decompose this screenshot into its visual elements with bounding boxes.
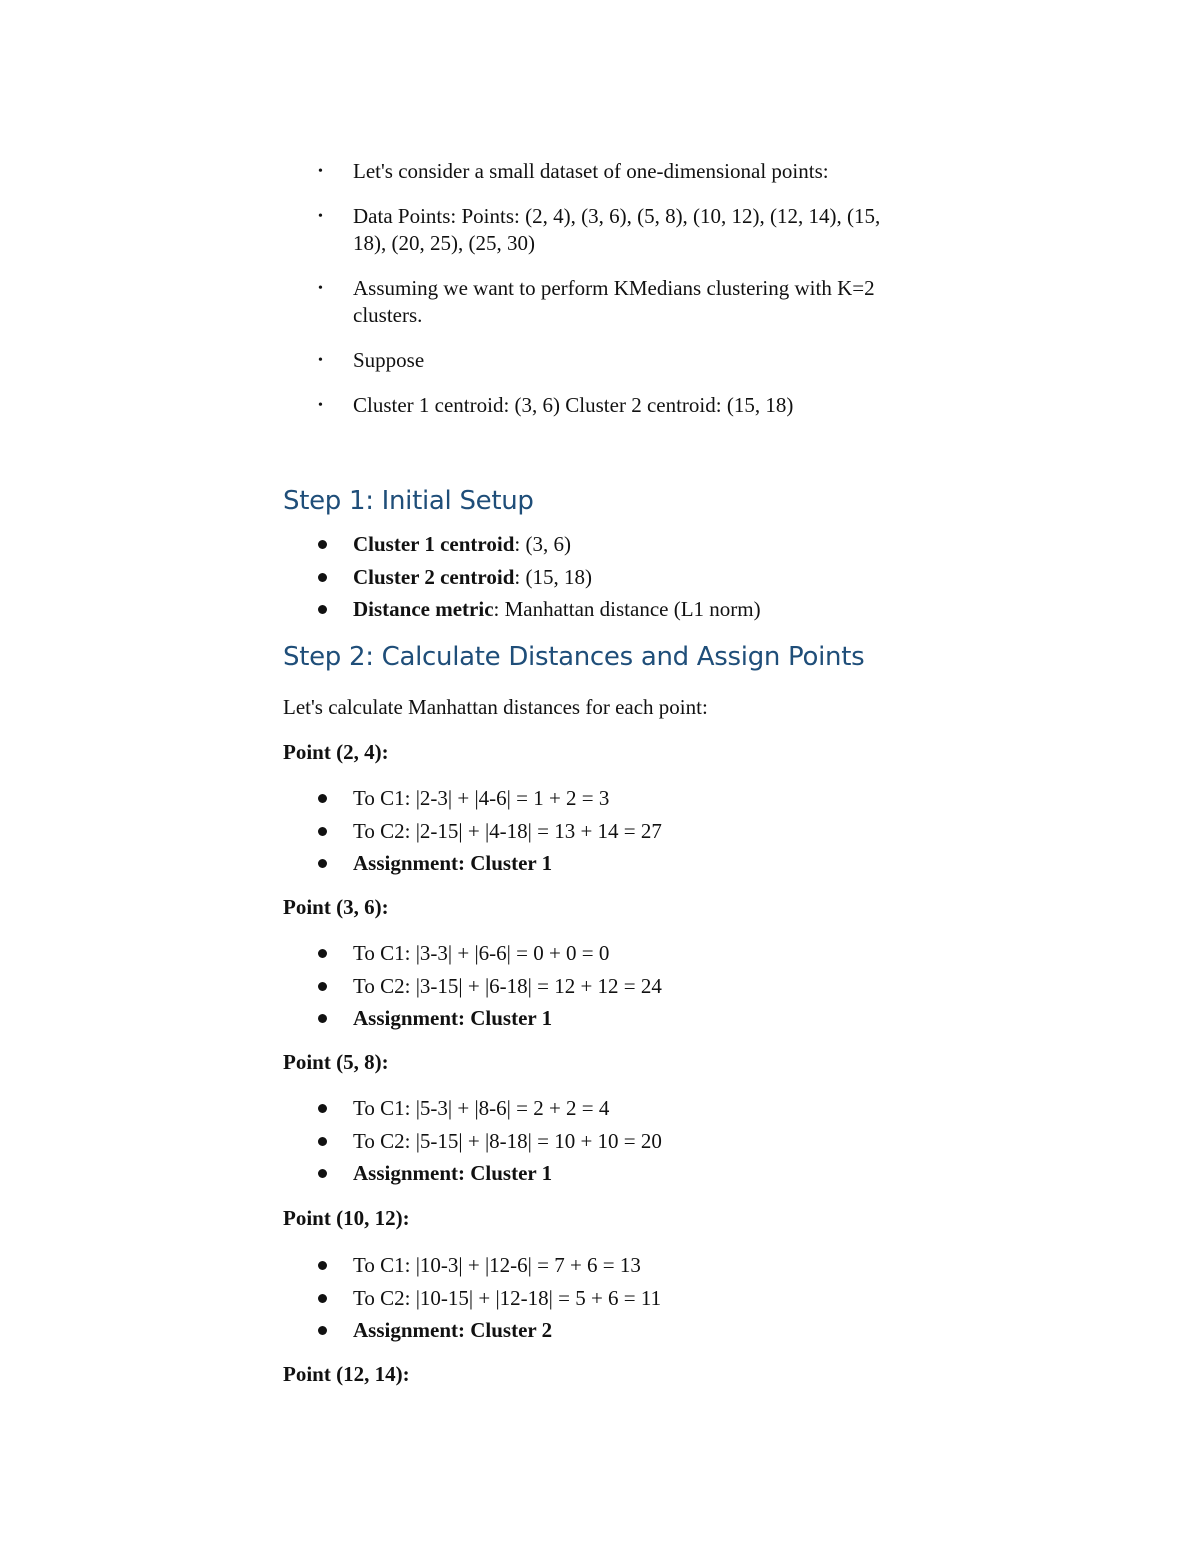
distance-c1 <box>283 1092 923 1125</box>
bullet-dot-icon <box>318 540 327 549</box>
point-title: Point (5, 8): <box>283 1050 389 1074</box>
point-calc-block <box>283 782 923 880</box>
bullet-dot-icon <box>318 794 327 803</box>
step1-item-value: : (3, 6) <box>514 532 571 556</box>
distance-c1-text: To C1: |10-3| + |12-6| = 7 + 6 = 13 <box>353 1253 641 1277</box>
bullet-icon: • <box>318 398 323 413</box>
point-title: Point (2, 4): <box>283 740 389 764</box>
bullet-dot-icon <box>318 573 327 582</box>
point-calc-block <box>283 1249 923 1347</box>
distance-c1 <box>283 1249 923 1282</box>
bullet-icon: • <box>318 281 323 296</box>
intro-item <box>318 158 918 185</box>
bullet-dot-icon <box>318 982 327 991</box>
distance-c1-text: To C1: |5-3| + |8-6| = 2 + 2 = 4 <box>353 1096 610 1120</box>
intro-item-text: Let's consider a small dataset of one-dimensional points: <box>353 159 829 183</box>
point-calc-block <box>283 937 923 1035</box>
intro-item <box>318 203 918 257</box>
distance-c2 <box>283 970 923 1003</box>
distance-c2 <box>283 1282 923 1315</box>
point-title: Point (3, 6): <box>283 895 389 919</box>
intro-item <box>318 347 918 374</box>
distance-c1-text: To C1: |2-3| + |4-6| = 1 + 2 = 3 <box>353 786 610 810</box>
distance-c2 <box>283 815 923 848</box>
step1-item-value: : (15, 18) <box>514 564 592 589</box>
bullet-dot-icon <box>318 1014 327 1023</box>
point-calc-block <box>283 1092 923 1190</box>
intro-item-text: Suppose <box>353 348 425 372</box>
assignment <box>283 1157 923 1190</box>
bullet-dot-icon <box>318 1326 327 1335</box>
assignment-text: Assignment: Cluster 2 <box>353 1318 553 1342</box>
assignment <box>283 1002 923 1035</box>
step1-item <box>283 593 923 626</box>
assignment-text: Assignment: Cluster 1 <box>353 851 553 875</box>
intro-list <box>318 158 918 437</box>
intro-item <box>318 275 918 329</box>
step1-list <box>283 528 923 626</box>
bullet-dot-icon <box>318 1137 327 1146</box>
bullet-dot-icon <box>318 1169 327 1178</box>
step1-item-label: Cluster 1 centroid <box>353 532 515 556</box>
point-title: Point (10, 12): <box>283 1206 410 1230</box>
bullet-dot-icon <box>318 1261 327 1270</box>
distance-c2-text: To C2: |10-15| + |12-18| = 5 + 6 = 11 <box>353 1285 662 1310</box>
bullet-icon: • <box>318 164 323 179</box>
point-calc-list <box>283 937 923 1035</box>
step1-heading: Step 1: Initial Setup <box>283 486 534 516</box>
bullet-dot-icon <box>318 1294 327 1303</box>
bullet-icon: • <box>318 353 323 368</box>
point-title: Point (12, 14): <box>283 1362 410 1386</box>
bullet-dot-icon <box>318 859 327 868</box>
distance-c2-text: To C2: |5-15| + |8-18| = 10 + 10 = 20 <box>353 1128 662 1153</box>
distance-c1 <box>283 937 923 970</box>
assignment-text: Assignment: Cluster 1 <box>353 1006 553 1030</box>
step1-list-block <box>283 528 923 626</box>
intro-item <box>318 392 918 419</box>
point-calc-list <box>283 1092 923 1190</box>
distance-c1 <box>283 782 923 815</box>
step2-heading: Step 2: Calculate Distances and Assign Points <box>283 642 865 672</box>
bullet-dot-icon <box>318 827 327 836</box>
bullet-dot-icon <box>318 1104 327 1113</box>
point-calc-list <box>283 1249 923 1347</box>
intro-item-text: Assuming we want to perform KMedians clustering with K=2 clusters. <box>353 276 875 327</box>
assignment <box>283 847 923 880</box>
distance-c2-text: To C2: |3-15| + |6-18| = 12 + 12 = 24 <box>353 973 662 998</box>
step2-intro: Let's calculate Manhattan distances for each point: <box>283 695 708 719</box>
intro-item-text: Data Points: Points: (2, 4), (3, 6), (5, 8), (10, 12), (12, 14), (15, 18), (20, 25), (25, 30) <box>353 204 881 255</box>
bullet-icon: • <box>318 209 323 224</box>
step1-item-value: : Manhattan distance (L1 norm) <box>493 597 761 621</box>
bullet-dot-icon <box>318 605 327 614</box>
distance-c2-text: To C2: |2-15| + |4-18| = 13 + 14 = 27 <box>353 818 662 843</box>
distance-c2 <box>283 1125 923 1158</box>
assignment <box>283 1314 923 1347</box>
intro-item-text: Cluster 1 centroid: (3, 6) Cluster 2 centroid: (15, 18) <box>353 393 794 417</box>
bullet-dot-icon <box>318 949 327 958</box>
point-calc-list <box>283 782 923 880</box>
step1-item <box>283 561 923 594</box>
step1-item-label: Distance metric <box>353 597 494 621</box>
assignment-text: Assignment: Cluster 1 <box>353 1161 553 1185</box>
step1-item <box>283 528 923 561</box>
step1-item-label: Cluster 2 centroid <box>353 564 515 589</box>
distance-c1-text: To C1: |3-3| + |6-6| = 0 + 0 = 0 <box>353 941 610 965</box>
